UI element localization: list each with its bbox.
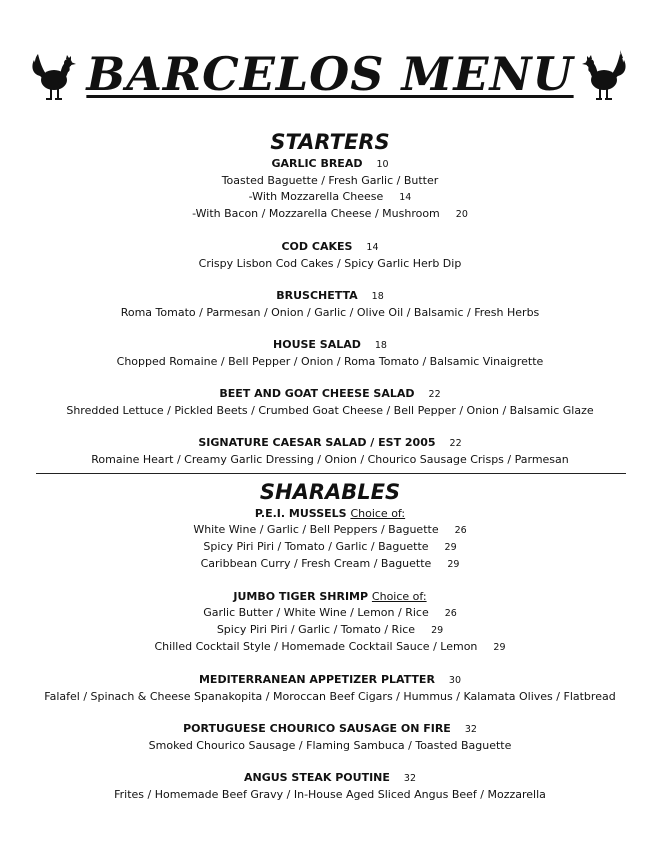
item-description-text: Smoked Chourico Sausage / Flaming Sambuca / Toasted Baguette <box>148 739 512 752</box>
item-option-price: 29 <box>493 642 506 653</box>
item-gap <box>0 573 660 589</box>
item-name: BEET AND GOAT CHEESE SALAD <box>219 387 415 400</box>
menu-item <box>0 721 660 754</box>
item-choice: Choice of: <box>350 507 406 520</box>
item-description <box>0 522 660 539</box>
item-header <box>0 156 660 173</box>
item-description-text: Roma Tomato / Parmesan / Onion / Garlic / Olive Oil / Balsamic / Fresh Herbs <box>120 306 540 319</box>
item-description <box>0 639 660 656</box>
item-description-text: Garlic Butter / White Wine / Lemon / Rice <box>203 606 429 619</box>
item-option-price: 29 <box>444 542 457 553</box>
item-price: 10 <box>376 159 389 170</box>
item-price: 22 <box>428 389 441 400</box>
item-description <box>0 206 660 223</box>
menu-item <box>0 337 660 370</box>
item-price: 32 <box>464 724 477 735</box>
section-title: SHARABLES <box>259 480 401 504</box>
item-choice: Choice of: <box>371 590 427 603</box>
menu-item <box>0 672 660 705</box>
item-option-price: 26 <box>454 525 467 536</box>
item-header <box>0 770 660 787</box>
item-description-text: Toasted Baguette / Fresh Garlic / Butter <box>221 174 439 187</box>
item-description <box>0 256 660 272</box>
item-description <box>0 622 660 639</box>
item-price: 22 <box>449 438 462 449</box>
item-gap <box>0 321 660 337</box>
sharables-list <box>0 506 660 803</box>
item-header <box>0 435 660 452</box>
item-description-text: Caribbean Curry / Fresh Cream / Baguette <box>200 557 432 570</box>
item-price: 30 <box>448 675 462 686</box>
item-description <box>0 556 660 573</box>
item-option-price: 26 <box>444 608 457 619</box>
item-header <box>0 386 660 403</box>
item-name: ANGUS STEAK POUTINE <box>244 771 390 784</box>
menu-item <box>0 386 660 419</box>
item-header <box>0 288 660 305</box>
item-description-text: Spicy Piri Piri / Tomato / Garlic / Baguette <box>203 540 429 553</box>
sharables-section <box>0 478 660 803</box>
item-description-text: Spicy Piri Piri / Garlic / Tomato / Rice <box>216 623 416 636</box>
item-description-text: -With Mozzarella Cheese <box>248 190 384 203</box>
item-description-text: Chilled Cocktail Style / Homemade Cocktail Sauce / Lemon <box>154 640 478 653</box>
item-description-text: -With Bacon / Mozzarella Cheese / Mushroom <box>192 207 440 220</box>
item-name: COD CAKES <box>281 240 353 253</box>
item-description <box>0 738 660 754</box>
item-description <box>0 605 660 622</box>
item-description-text: Chopped Romaine / Bell Pepper / Onion / Roma Tomato / Balsamic Vinaigrette <box>116 355 544 368</box>
item-gap <box>0 705 660 721</box>
item-description-text: Falafel / Spinach & Cheese Spanakopita / Moroccan Beef Cigars / Hummus / Kalamata Olives / Flatbread <box>44 690 616 703</box>
item-description <box>0 305 660 321</box>
item-gap <box>0 272 660 288</box>
item-gap <box>0 223 660 239</box>
item-name: PORTUGUESE CHOURICO SAUSAGE ON FIRE <box>183 722 451 735</box>
item-description-text: Crispy Lisbon Cod Cakes / Spicy Garlic Herb Dip <box>198 257 462 270</box>
item-header <box>0 239 660 256</box>
item-gap <box>0 419 660 435</box>
item-header <box>0 721 660 738</box>
item-price: 18 <box>371 291 384 302</box>
menu-item <box>0 156 660 223</box>
menu-item <box>0 770 660 803</box>
item-option-price: 29 <box>431 625 444 636</box>
menu-item <box>0 435 660 468</box>
menu-item <box>0 589 660 656</box>
menu-item <box>0 506 660 573</box>
item-gap <box>0 656 660 672</box>
item-description-text: Shredded Lettuce / Pickled Beets / Crumbed Goat Cheese / Bell Pepper / Onion / Balsamic Glaze <box>66 404 594 417</box>
section-divider <box>36 473 626 474</box>
menu-header <box>0 0 660 110</box>
item-header <box>0 337 660 354</box>
item-gap <box>0 370 660 386</box>
section-title: STARTERS <box>270 130 390 154</box>
item-option-price: 14 <box>399 192 412 203</box>
menu-title: BARCELOS MENU <box>86 47 574 101</box>
starters-list <box>0 156 660 468</box>
item-description <box>0 787 660 803</box>
menu-item <box>0 288 660 321</box>
starters-section <box>0 110 660 468</box>
item-name: SIGNATURE CAESAR SALAD / EST 2005 <box>198 436 436 449</box>
item-description-text: White Wine / Garlic / Bell Peppers / Baguette <box>193 523 439 536</box>
item-header <box>0 672 660 689</box>
item-option-price: 20 <box>455 209 468 220</box>
item-name: P.E.I. MUSSELS <box>254 507 347 520</box>
item-price: 18 <box>374 340 387 351</box>
item-description-text: Romaine Heart / Creamy Garlic Dressing / Onion / Chourico Sausage Crisps / Parmesan <box>91 453 569 466</box>
item-description <box>0 189 660 206</box>
item-name: MEDITERRANEAN APPETIZER PLATTER <box>198 673 435 686</box>
item-name: JUMBO TIGER SHRIMP <box>233 590 369 603</box>
item-gap <box>0 754 660 770</box>
item-description <box>0 173 660 189</box>
item-header <box>0 506 660 522</box>
menu-item <box>0 239 660 272</box>
item-description <box>0 452 660 468</box>
item-price: 14 <box>366 242 379 253</box>
item-name: BRUSCHETTA <box>276 289 358 302</box>
item-name: GARLIC BREAD <box>271 157 363 170</box>
item-description <box>0 689 660 705</box>
item-header <box>0 589 660 605</box>
item-option-price: 29 <box>447 559 460 570</box>
item-description <box>0 539 660 556</box>
item-description-text: Frites / Homemade Beef Gravy / In-House Aged Sliced Angus Beef / Mozzarella <box>114 788 546 801</box>
rooster-icon <box>580 48 628 104</box>
item-name: HOUSE SALAD <box>273 338 361 351</box>
item-description <box>0 354 660 370</box>
item-price: 32 <box>403 773 416 784</box>
item-description <box>0 403 660 419</box>
